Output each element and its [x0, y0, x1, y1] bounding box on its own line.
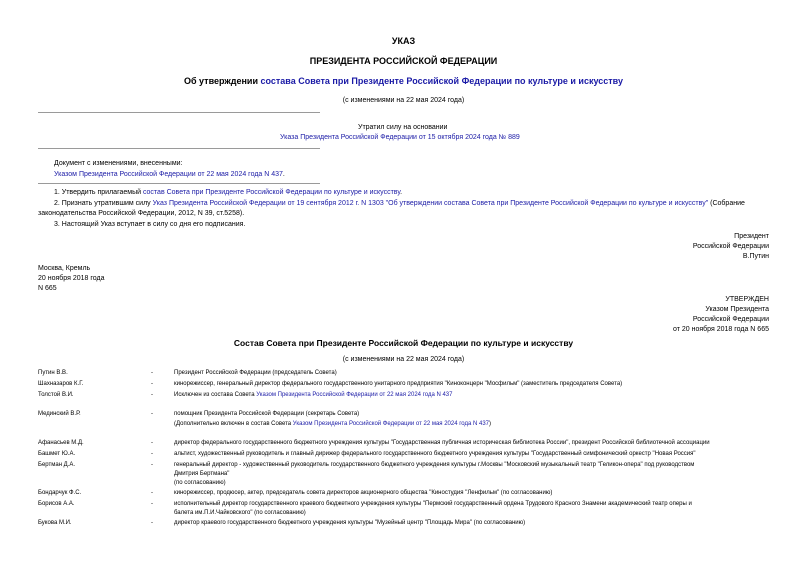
member-dash: -: [151, 520, 153, 526]
divider: [38, 183, 320, 184]
member-description-note: [174, 421, 491, 427]
approved-by: Указом Президента: [705, 306, 769, 313]
member-dash: -: [151, 451, 153, 457]
member-dash: -: [151, 440, 153, 446]
member-note-prefix: (Дополнительно включен в состав Совета: [174, 421, 293, 427]
member-note-link[interactable]: Указом Президента Российской Федерации от 22 мая 2024 года N 437: [292, 421, 490, 427]
approved-label: УТВЕРЖДЕН: [725, 296, 769, 303]
signing-place: Москва, Кремль: [38, 265, 91, 272]
signature-name: В.Путин: [742, 253, 769, 260]
decree-number: N 665: [38, 285, 57, 292]
member-description: директор краевого государственного бюджетного учреждения культуры "Музейный центр "Площадь Мира" (по согласованию): [174, 520, 526, 526]
member-dash: -: [151, 381, 153, 387]
repeal-link[interactable]: Указа Президента Российской Федерации от 15 октября 2024 года № 889: [280, 134, 520, 141]
member-description: Президент Российской Федерации (председатель Совета): [174, 370, 337, 376]
point-2-suffix: (Собрание: [708, 200, 745, 207]
amendments-line: [54, 171, 285, 178]
member-name: Шахназаров К.Г.: [38, 381, 84, 387]
decree-title-link[interactable]: состава Совета при Президенте Российской Федерации по культуре и искусству: [260, 76, 623, 86]
repeal-status: Утратил силу на основании: [358, 124, 448, 131]
divider: [38, 112, 320, 113]
amendments-suffix: .: [282, 171, 285, 178]
point-2: [54, 200, 745, 207]
member-description: кинорежиссер, продюсер, актер, председатель совета директоров акционерного общества "Киностудия "Ленфильм" (по согласованию): [174, 490, 553, 496]
composition-title: Состав Совета при Президенте Российской Федерации по культуре и искусству: [233, 338, 574, 348]
member-dash: -: [151, 392, 153, 398]
decree-title: [0, 76, 807, 86]
member-name: Путин В.В.: [38, 370, 68, 376]
member-description-cont: (по согласованию): [174, 480, 226, 486]
member-name: Бертман Д.А.: [38, 462, 76, 468]
member-description: [174, 392, 452, 398]
member-description: кинорежиссер, генеральный директор федерального государственного унитарного предприятия "Киноконцерн "Мосфильм" (заместитель председателя Совета): [174, 381, 623, 387]
decree-issuer: ПРЕЗИДЕНТА РОССИЙСКОЙ ФЕДЕРАЦИИ: [309, 56, 498, 66]
member-name: Мединский В.Р.: [38, 411, 81, 417]
member-note-suffix: ): [489, 421, 492, 427]
member-dash: -: [151, 490, 153, 496]
point-3: 3. Настоящий Указ вступает в силу со дня его подписания.: [54, 221, 246, 228]
member-name: Башмет Ю.А.: [38, 451, 76, 457]
approved-country: Российской Федерации: [692, 316, 769, 323]
point-2-continuation: законодательства Российской Федерации, 2012, N 39, ст.5258).: [38, 210, 245, 217]
member-dash: -: [151, 411, 153, 417]
member-description: альтист, художественный руководитель и главный дирижер федерального государственного бюджетного учреждения культуры "Государственный симфонический оркестр "Новая Россия": [174, 451, 696, 457]
amendments-label: Документ с изменениями, внесенными:: [54, 160, 183, 167]
member-description-link[interactable]: Указом Президента Российской Федерации от 22 мая 2024 года N 437: [256, 392, 453, 398]
composition-edition: (с изменениями на 22 мая 2024 года): [342, 356, 465, 363]
point-1-suffix: .: [400, 189, 403, 196]
signing-date: 20 ноября 2018 года: [38, 275, 105, 282]
member-dash: -: [151, 501, 153, 507]
member-description-prefix: Исключен из состава Совета: [174, 392, 257, 398]
decree-title-prefix: Об утверждении: [184, 76, 261, 86]
member-dash: -: [151, 370, 153, 376]
member-name: Букова М.И.: [38, 520, 72, 526]
point-2-prefix: 2. Признать утратившим силу: [54, 200, 153, 207]
decree-edition: (с изменениями на 22 мая 2024 года): [342, 97, 465, 104]
member-description: помощник Президента Российской Федерации (секретарь Совета): [174, 411, 360, 417]
member-description: генеральный директор - художественный руководитель государственного бюджетного учреждения культуры г.Москвы "Московский музыкальный театр "Геликон-опера" под руководством: [174, 462, 695, 468]
signature-title: Президент: [734, 233, 769, 240]
signature-country: Российской Федерации: [692, 243, 769, 250]
member-name: Толстой В.И.: [38, 392, 74, 398]
member-description-cont: балета им.П.И.Чайковского" (по согласованию): [174, 510, 306, 516]
member-name: Афанасьев М.Д.: [38, 440, 84, 446]
point-1-link[interactable]: состав Совета при Президенте Российской Федерации по культуре и искусству: [142, 189, 401, 196]
member-dash: -: [151, 462, 153, 468]
member-description: директор федерального государственного бюджетного учреждения культуры "Государственная публичная историческая библиотека России", президент Российской библиотечной ассоциации: [174, 440, 710, 446]
approved-date: от 20 ноября 2018 года N 665: [673, 326, 769, 333]
divider: [38, 148, 320, 149]
point-2-link[interactable]: Указ Президента Российской Федерации от 19 сентября 2012 г. N 1303 "Об утверждении состава Совета при Президенте Российской Федерации по культуре и искусству": [152, 200, 709, 207]
decree-heading: УКАЗ: [391, 36, 416, 46]
point-1-prefix: 1. Утвердить прилагаемый: [54, 189, 143, 196]
member-description: исполнительный директор государственного краевого бюджетного учреждения культуры "Пермский государственный ордена Трудового Красного Знамени академический театр оперы и: [174, 501, 692, 507]
member-name: Борисов А.А.: [38, 501, 75, 507]
amendments-link[interactable]: Указом Президента Российской Федерации от 22 мая 2024 года N 437: [54, 171, 283, 178]
point-1: [54, 189, 402, 196]
member-name: Бондарчук Ф.С.: [38, 490, 82, 496]
member-description-cont: Дмитрия Бертмана": [174, 471, 230, 477]
